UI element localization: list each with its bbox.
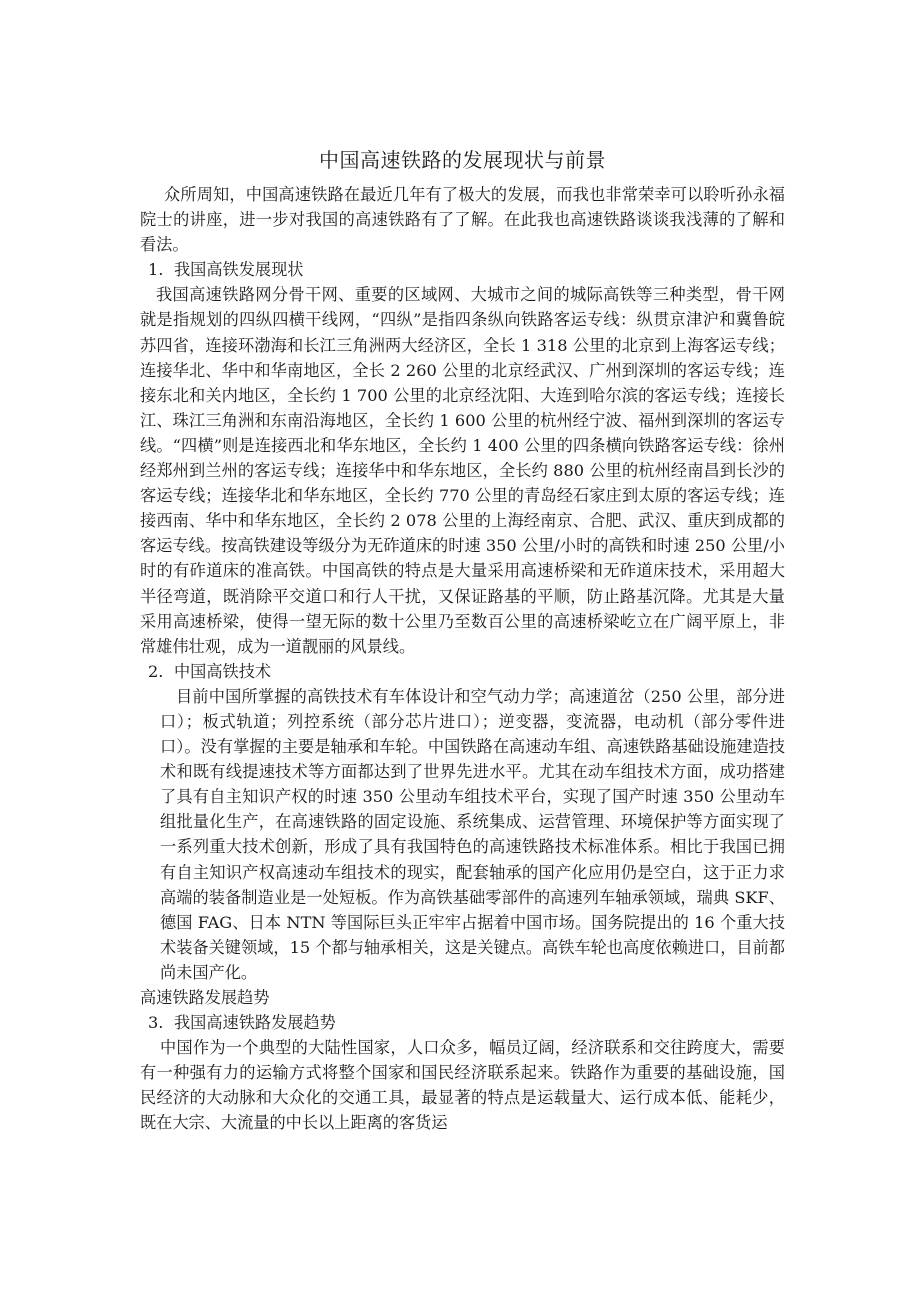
section-1-paragraph: 我国高速铁路网分骨干网、重要的区域网、大城市之间的城际高铁等三种类型，骨干网就是指规划的四纵四横干线网，“四纵”是指四条纵向铁路客运专线：纵贯京津沪和冀鲁皖苏四省，连接环渤海和长江三角洲两大经济区，全长 1 318 公里的北京到上海客运专线；连接华北、华中和华南地区，全长 2 260 公里的北京经武汉、广州到深圳的客运专线；连接东北和关内地区，全长约 1 700 公里的北京经沈阳、大连到哈尔滨的客运专线；连接长江、珠江三角洲和东南沿海地区，全长约 1 600 公里的杭州经宁波、福州到深圳的客运专线。“四横”则是连接西北和华东地区，全长约 1 400 公里的四条横向铁路客运专线：徐州经郑州到兰州的客运专线；连接华中和华东地区，全长约 880 公里的杭州经南昌到长沙的客运专线；连接华北和华东地区，全长约 770 公里的青岛经石家庄到太原的客运专线；连接西南、华中和华东地区，全长约 2 078 公里的上海经南京、合肥、武汉、重庆到成都的客运专线。按高铁建设等级分为无砟道床的时速 350 公里/小时的高铁和时速 250 公里/小时的有砟道床的准高铁。中国高铁的特点是大量采用高速桥梁和无砟道床技术，采用超大半径弯道，既消除平交道口和行人干扰，又保证路基的平顺，防止路基沉降。尤其是大量采用高速桥梁，使得一望无际的数十公里乃至数百公里的高速桥梁屹立在广阔平原上，非常雄伟壮观，成为一道靓丽的风景线。 [140,285,785,656]
section-1-title: 我国高铁发展现状 [174,260,304,280]
intro-paragraph: 众所周知，中国高速铁路在最近几年有了极大的发展，而我也非常荣幸可以聆听孙永福院士的讲座，进一步对我国的高速铁路有了了解。在此我也高速铁路谈谈我浅薄的了解和看法。 [140,185,785,255]
section-2-heading [140,659,785,684]
section-3-number: 3. [148,1013,164,1033]
section-3-title: 我国高速铁路发展趋势 [174,1013,336,1033]
section-2-number: 2. [148,661,164,681]
section-3-paragraph: 中国作为一个典型的大陆性国家，人口众多，幅员辽阔，经济联系和交往跨度大，需要有一种强有力的运输方式将整个国家和国民经济联系起来。铁路作为重要的基础设施，国民经济的大动脉和大众化的交通工具，最显著的特点是运载量大、运行成本低、能耗少，既在大宗、大流量的中长以上距离的客货运 [140,1038,785,1133]
trend-label: 高速铁路发展趋势 [140,988,270,1007]
document-title: 中国高速铁路的发展现状与前景 [319,148,606,172]
section-2-paragraph: 目前中国所掌握的高铁技术有车体设计和空气动力学；高速道岔（250 公里，部分进口）；板式轨道；列控系统（部分芯片进口）；逆变器，变流器，电动机（部分零件进口）。没有掌握的主要是轴承和车轮。中国铁路在高速动车组、高速铁路基础设施建造技术和既有线提速技术等方面都达到了世界先进水平。尤其在动车组技术方面，成功搭建了具有自主知识产权的时速 350 公里动车组技术平台，实现了国产时速 350 公里动车组批量化生产，在高速铁路的固定设施、系统集成、运营管理、环境保护等方面实现了一系列重大技术创新，形成了具有我国特色的高速铁路技术标准体系。相比于我国已拥有自主知识产权高速动车组技术的现实，配套轴承的国产化应用仍是空白，这于正力求高端的装备制造业是一处短板。作为高铁基础零部件的高速列车轴承领域，瑞典 SKF、德国 FAG、日本 NTN 等国际巨头正牢牢占据着中国市场。国务院提出的 16 个重大技术装备关键领域，15 个都与轴承相关，这是关键点。高铁车轮也高度依赖进口，目前都尚未国产化。 [160,686,785,982]
section-3-heading [140,1010,785,1035]
section-1-number: 1. [148,260,164,280]
section-2-title: 中国高铁技术 [174,661,272,681]
section-1-heading [140,257,785,282]
document-page [140,146,785,1136]
